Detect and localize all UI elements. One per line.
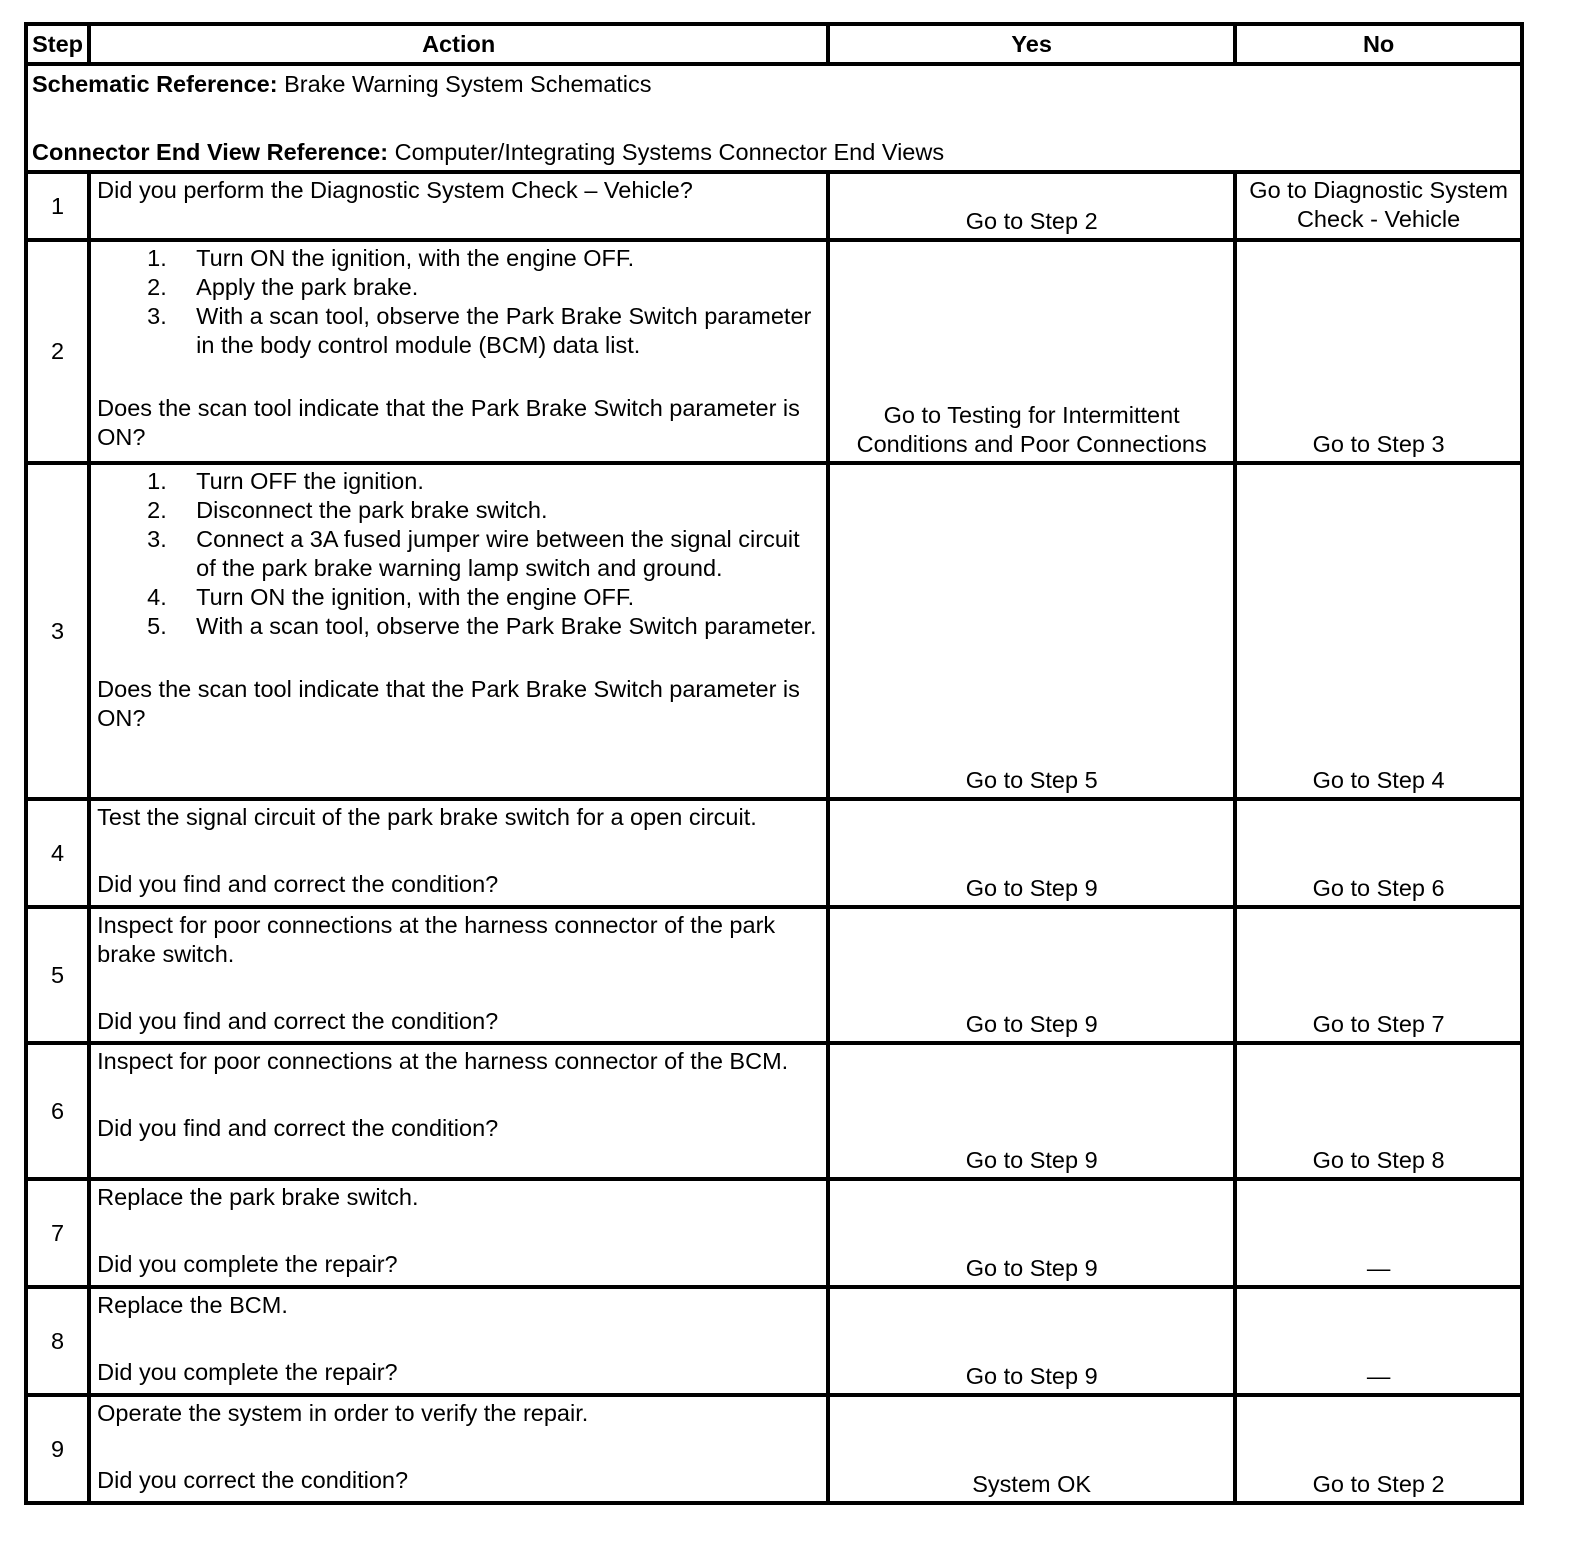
table-row: [26, 172, 1522, 240]
table-row: [26, 1287, 1522, 1395]
item-text: Disconnect the park brake switch.: [196, 497, 548, 523]
procedure-list: [97, 244, 820, 360]
no-result: Go to Step 3: [1235, 240, 1522, 463]
step-number: 8: [26, 1287, 89, 1395]
item-text: With a scan tool, observe the Park Brake Switch parameter.: [196, 613, 817, 639]
no-result: Go to Step 8: [1235, 1043, 1522, 1179]
list-item: [97, 496, 820, 525]
schematic-reference-label: Schematic Reference:: [32, 71, 278, 97]
table-row: [26, 907, 1522, 1043]
item-number: 1.: [147, 245, 167, 271]
no-result: Go to Diagnostic System Check - Vehicle: [1235, 172, 1522, 240]
diagnostic-table: [24, 22, 1524, 1505]
step-number: 6: [26, 1043, 89, 1179]
schematic-reference: [32, 70, 1514, 99]
action-instruction: Operate the system in order to verify the repair.: [97, 1400, 589, 1426]
no-result: Go to Step 6: [1235, 799, 1522, 907]
yes-result: Go to Step 9: [828, 907, 1235, 1043]
no-result: —: [1235, 1179, 1522, 1287]
connector-reference-value: Computer/Integrating Systems Connector End Views: [388, 139, 945, 165]
step-number: 7: [26, 1179, 89, 1287]
no-result: —: [1235, 1287, 1522, 1395]
no-result: Go to Step 7: [1235, 907, 1522, 1043]
action-cell: [89, 1395, 828, 1503]
yes-result: Go to Step 9: [828, 1287, 1235, 1395]
item-text: With a scan tool, observe the Park Brake Switch parameter in the body control module (BCM) data list.: [196, 303, 812, 358]
step-number: 4: [26, 799, 89, 907]
action-cell: [89, 907, 828, 1043]
yes-result: Go to Step 5: [828, 463, 1235, 799]
table-row: [26, 463, 1522, 799]
item-number: 4.: [147, 584, 167, 610]
table-row: [26, 1179, 1522, 1287]
no-column-header: No: [1235, 24, 1522, 64]
action-question: Did you perform the Diagnostic System Check – Vehicle?: [97, 177, 693, 203]
step-number: 1: [26, 172, 89, 240]
action-question: Did you correct the condition?: [97, 1467, 409, 1493]
action-cell: [89, 463, 828, 799]
action-cell: [89, 1179, 828, 1287]
connector-reference-label: Connector End View Reference:: [32, 139, 389, 165]
action-cell: [89, 1043, 828, 1179]
connector-reference: [32, 138, 1514, 167]
action-question: Did you complete the repair?: [97, 1359, 398, 1385]
action-column-header: Action: [89, 24, 828, 64]
header-row: [26, 24, 1522, 64]
action-question: Did you complete the repair?: [97, 1251, 398, 1277]
no-result: Go to Step 4: [1235, 463, 1522, 799]
no-result: Go to Step 2: [1235, 1395, 1522, 1503]
yes-result: System OK: [828, 1395, 1235, 1503]
action-cell: [89, 240, 828, 463]
action-question: Did you find and correct the condition?: [97, 1115, 499, 1141]
action-instruction: Test the signal circuit of the park brake switch for a open circuit.: [97, 804, 757, 830]
yes-result: Go to Step 2: [828, 172, 1235, 240]
item-number: 2.: [147, 274, 167, 300]
list-item: [97, 583, 820, 612]
reference-row: [26, 64, 1522, 172]
item-number: 3.: [147, 526, 167, 552]
action-cell: [89, 799, 828, 907]
item-number: 3.: [147, 303, 167, 329]
list-item: [97, 273, 820, 302]
item-text: Turn ON the ignition, with the engine OFF.: [196, 245, 635, 271]
item-number: 2.: [147, 497, 167, 523]
item-text: Turn OFF the ignition.: [196, 468, 424, 494]
action-question: Does the scan tool indicate that the Park Brake Switch parameter is ON?: [97, 395, 800, 450]
action-instruction: Replace the park brake switch.: [97, 1184, 419, 1210]
item-text: Connect a 3A fused jumper wire between the signal circuit of the park brake warning lamp switch and ground.: [196, 526, 800, 581]
item-number: 1.: [147, 468, 167, 494]
yes-result: Go to Testing for Intermittent Conditions and Poor Connections: [828, 240, 1235, 463]
action-question: Did you find and correct the condition?: [97, 871, 499, 897]
table-row: [26, 240, 1522, 463]
schematic-reference-value: Brake Warning System Schematics: [277, 71, 652, 97]
list-item: [97, 244, 820, 273]
table-row: [26, 1043, 1522, 1179]
step-column-header: Step: [26, 24, 89, 64]
table-row: [26, 1395, 1522, 1503]
list-item: [97, 525, 820, 583]
yes-column-header: Yes: [828, 24, 1235, 64]
action-instruction: Replace the BCM.: [97, 1292, 288, 1318]
list-item: [97, 302, 820, 360]
action-cell: [89, 172, 828, 240]
procedure-list: [97, 467, 820, 641]
step-number: 9: [26, 1395, 89, 1503]
yes-result: Go to Step 9: [828, 1043, 1235, 1179]
yes-result: Go to Step 9: [828, 799, 1235, 907]
action-cell: [89, 1287, 828, 1395]
item-text: Apply the park brake.: [196, 274, 419, 300]
action-question: Did you find and correct the condition?: [97, 1008, 499, 1034]
yes-result: Go to Step 9: [828, 1179, 1235, 1287]
list-item: [97, 612, 820, 641]
action-instruction: Inspect for poor connections at the harness connector of the BCM.: [97, 1048, 789, 1074]
item-text: Turn ON the ignition, with the engine OFF.: [196, 584, 635, 610]
action-question: Does the scan tool indicate that the Park Brake Switch parameter is ON?: [97, 676, 800, 731]
reference-cell: [26, 64, 1522, 172]
step-number: 5: [26, 907, 89, 1043]
step-number: 2: [26, 240, 89, 463]
table-row: [26, 799, 1522, 907]
step-number: 3: [26, 463, 89, 799]
action-instruction: Inspect for poor connections at the harness connector of the park brake switch.: [97, 912, 776, 967]
item-number: 5.: [147, 613, 167, 639]
list-item: [97, 467, 820, 496]
